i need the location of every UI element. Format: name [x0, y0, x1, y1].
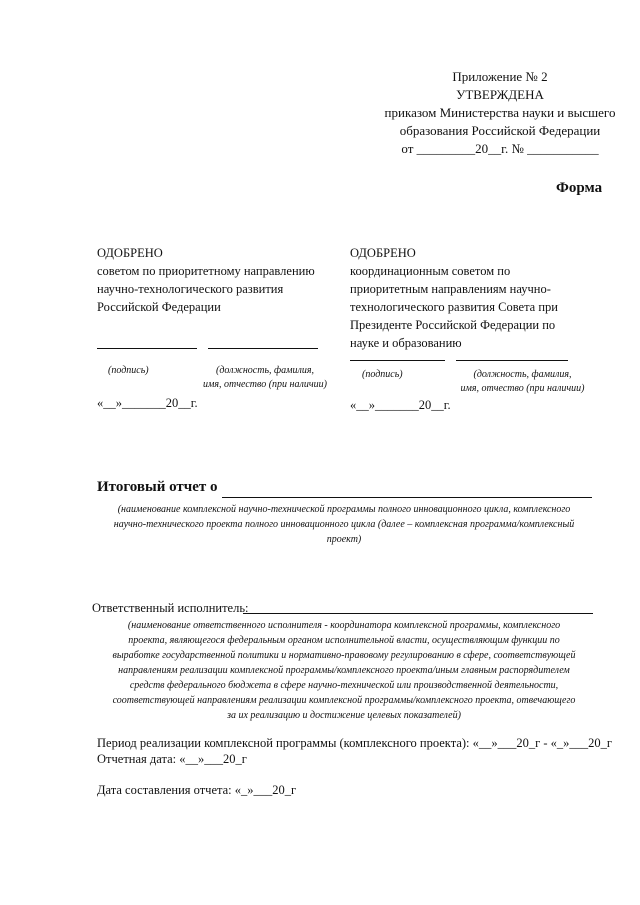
right-line-5: науке и образованию	[350, 336, 462, 350]
left-position-caption	[190, 364, 340, 392]
form-label: Форма	[556, 180, 603, 196]
left-position-caption-1: (должность, фамилия,	[216, 365, 314, 376]
left-position-caption-2: имя, отчество (при наличии)	[203, 379, 327, 390]
left-signature-line	[97, 348, 197, 349]
right-heading: ОДОБРЕНО	[350, 246, 416, 260]
order-line-1: приказом Министерства науки и высшего	[384, 105, 616, 120]
right-position-line	[456, 360, 568, 361]
right-approval-block	[350, 244, 610, 352]
right-position-caption	[440, 368, 605, 396]
right-position-caption-1: (должность, фамилия,	[473, 369, 572, 380]
executor-caption-line-3: выработке государственной политики и нормативно-правовому регулированию в сфере, соответствующей	[112, 650, 576, 661]
report-caption	[82, 502, 606, 547]
approval-block	[370, 68, 630, 158]
right-position-caption-2: имя, отчество (при наличии)	[460, 383, 585, 394]
report-caption-line-2: научно-технического проекта полного инновационного цикла (далее – комплексная программа/комплексный	[113, 519, 575, 530]
right-signature-line	[350, 360, 445, 361]
appendix-label: Приложение № 2	[452, 69, 548, 84]
right-line-1: координационным советом по	[350, 264, 511, 278]
left-approval-block	[97, 244, 347, 316]
left-signature-caption: (подпись)	[108, 365, 149, 376]
report-caption-line-3: проект)	[326, 534, 362, 545]
right-line-4: Президенте Российской Федерации по	[350, 318, 556, 332]
right-line-2: приоритетным направлениям научно-	[350, 282, 551, 296]
executor-caption-line-6: соответствующей направлениям реализации комплексной программы/комплексного проекта, отвечающего	[112, 695, 576, 706]
report-caption-line-1: (наименование комплексной научно-технической программы полного инновационного цикла, комплексного	[117, 504, 571, 515]
executor-line	[243, 613, 593, 614]
executor-caption-line-1: (наименование ответственного исполнителя - координатора комплексной программы, комплексного	[127, 620, 561, 631]
right-line-3: технологического развития Совета при	[350, 300, 558, 314]
left-date: «__»_______20__г.	[97, 396, 198, 410]
report-title: Итоговый отчет о	[97, 479, 218, 495]
executor-caption-line-4: направлениям реализации комплексной программы/комплексного проекта/иным главным распорядителем	[118, 665, 570, 676]
left-position-line	[208, 348, 318, 349]
right-date: «__»_______20__г.	[350, 398, 451, 412]
left-line-2: научно-технологического развития	[97, 282, 284, 296]
report-title-line	[222, 497, 592, 498]
left-line-1: советом по приоритетному направлению	[97, 264, 315, 278]
left-heading: ОДОБРЕНО	[97, 246, 163, 260]
compile-date-line: Дата составления отчета: «_»___20_г	[97, 783, 297, 797]
order-line-2: образования Российской Федерации	[399, 123, 601, 138]
executor-label: Ответственный исполнитель:	[92, 601, 249, 615]
approved-label: УТВЕРЖДЕНА	[456, 87, 544, 102]
order-date-line: от _________20__г. № ___________	[401, 141, 599, 156]
period-line: Период реализации комплексной программы (комплексного проекта): «__»___20_г - «_»___20_г	[97, 736, 613, 750]
executor-caption-line-7: за их реализацию и достижение целевых показателей)	[227, 710, 461, 721]
left-line-3: Российской Федерации	[97, 300, 221, 314]
report-date-line: Отчетная дата: «__»___20_г	[97, 752, 247, 766]
executor-caption-line-5: средств федерального бюджета в сфере научно-технической или производственной деятельности,	[129, 680, 559, 691]
right-signature-caption: (подпись)	[362, 369, 403, 380]
executor-caption-line-2: проекта, являющегося федеральным органом исполнительной власти, осуществляющим функции по	[128, 635, 560, 646]
executor-caption	[82, 618, 606, 723]
